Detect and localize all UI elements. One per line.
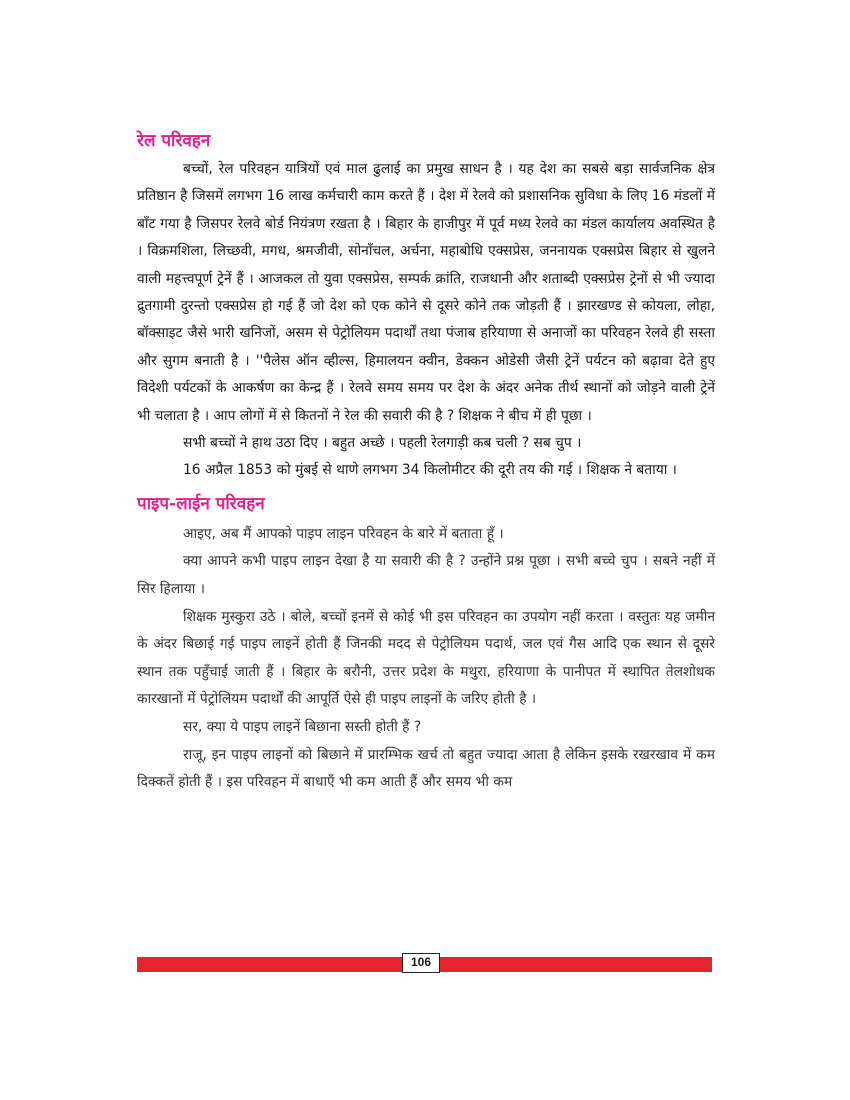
paragraph: सभी बच्चों ने हाथ उठा दिए । बहुत अच्छे । पहली रेलगाड़ी कब चली ? सब चुप ।: [183, 435, 582, 452]
section-heading: रेल परिवहन: [137, 131, 211, 151]
paragraph: क्या आपने कभी पाइप लाइन देखा है या सवारी की है ? उन्होंने प्रश्न पूछा । सभी बच्चे चुप । सबने नहीं में सिर हिलाया ।: [137, 553, 715, 598]
paragraph: 16 अप्रैल 1853 को मुंबई से थाणे लगभग 34 किलोमीटर की दूरी तय की गई । शिक्षक ने बताया ।: [183, 462, 677, 479]
section-pipeline-transport: [137, 491, 715, 797]
paragraph: सर, क्या ये पाइप लाइनें बिछाना सस्ती होती हैं ?: [183, 719, 422, 736]
section-rail-transport: [137, 128, 715, 485]
paragraph: राजू, इन पाइप लाइनों को बिछाने में प्रारम्भिक खर्च तो बहुत ज्यादा आता है लेकिन इसके रखरखाव में कम दिक्कतें होती हैं । इस परिवहन में बाधाएँ भी कम आती हैं और समय भी कम: [137, 746, 715, 791]
paragraph: आइए, अब मैं आपको पाइप लाइन परिवहन के बारे में बताता हूँ ।: [183, 525, 504, 542]
page-number: 106: [402, 953, 440, 973]
paragraph: शिक्षक मुस्कुरा उठे । बोले, बच्चों इनमें से कोई भी इस परिवहन का उपयोग नहीं करता । वस्तुतः यह जमीन के अंदर बिछाई गई पाइप लाइनें होती हैं जिनकी मदद से पेट्रोलियम पदार्थ, जल एवं गैस आदि एक स्थान से दूसरे स्थान तक पहुँचाई जाती हैं । बिहार के बरौनी, उत्तर प्रदेश के मथुरा, हरियाणा के पानीपत में स्थापित तेलशोधक कारखानों में पेट्रोलियम पदार्थों की आपूर्ति ऐसे ही पाइप लाइनों के जरिए होती है ।: [137, 608, 715, 708]
page-content: [137, 128, 715, 797]
section-heading: पाइप-लाईन परिवहन: [137, 493, 265, 514]
paragraph: बच्चों, रेल परिवहन यात्रियों एवं माल ढुलाई का प्रमुख साधन है । यह देश का सबसे बड़ा सार्वजनिक क्षेत्र प्रतिष्ठान है जिसमें लगभग 16 लाख कर्मचारी काम करते हैं । देश में रेलवे को प्रशासनिक सुविधा के लिए 16 मंडलों में बाँट गया है जिसपर रेलवे बोर्ड नियंत्रण रखता है । बिहार के हाजीपुर में पूर्व मध्य रेलवे का मंडल कार्यालय अवस्थित है । विक्रमशिला, लिच्छवी, मगध, श्रमजीवी, सोनाँचल, अर्चना, महाबोधि एक्सप्रेस, जननायक एक्सप्रेस बिहार से खुलने वाली महत्त्वपूर्ण ट्रेनें हैं । आजकल तो युवा एक्सप्रेस, सम्पर्क क्रांति, राजधानी और शताब्दी एक्सप्रेस ट्रेनों से भी ज्यादा द्रुतगामी दुरन्तो एक्सप्रेस हो गई हैं जो देश को एक कोने से दूसरे कोने तक जोड़ती हैं । झारखण्ड से कोयला, लोहा, बॉक्साइट जैसे भारी खनिजों, असम से पेट्रोलियम पदार्थों तथा पंजाब हरियाणा से अनाजों का परिवहन रेलवे ही सस्ता और सुगम बनाती है । ''पैलेस ऑन व्हील्स, हिमालयन क्वीन, डेक्कन ओडेसी जैसी ट्रेनें पर्यटन को बढ़ावा देते हुए विदेशी पर्यटकों के आकर्षण का केन्द्र हैं । रेलवे समय समय पर देश के अंदर अनेक तीर्थ स्थानों को जोड़ने वाली ट्रेनें भी चलाता है । आप लोगों में से कितनों ने रेल की सवारी की है ? शिक्षक ने बीच में ही पूछा ।: [137, 161, 715, 424]
